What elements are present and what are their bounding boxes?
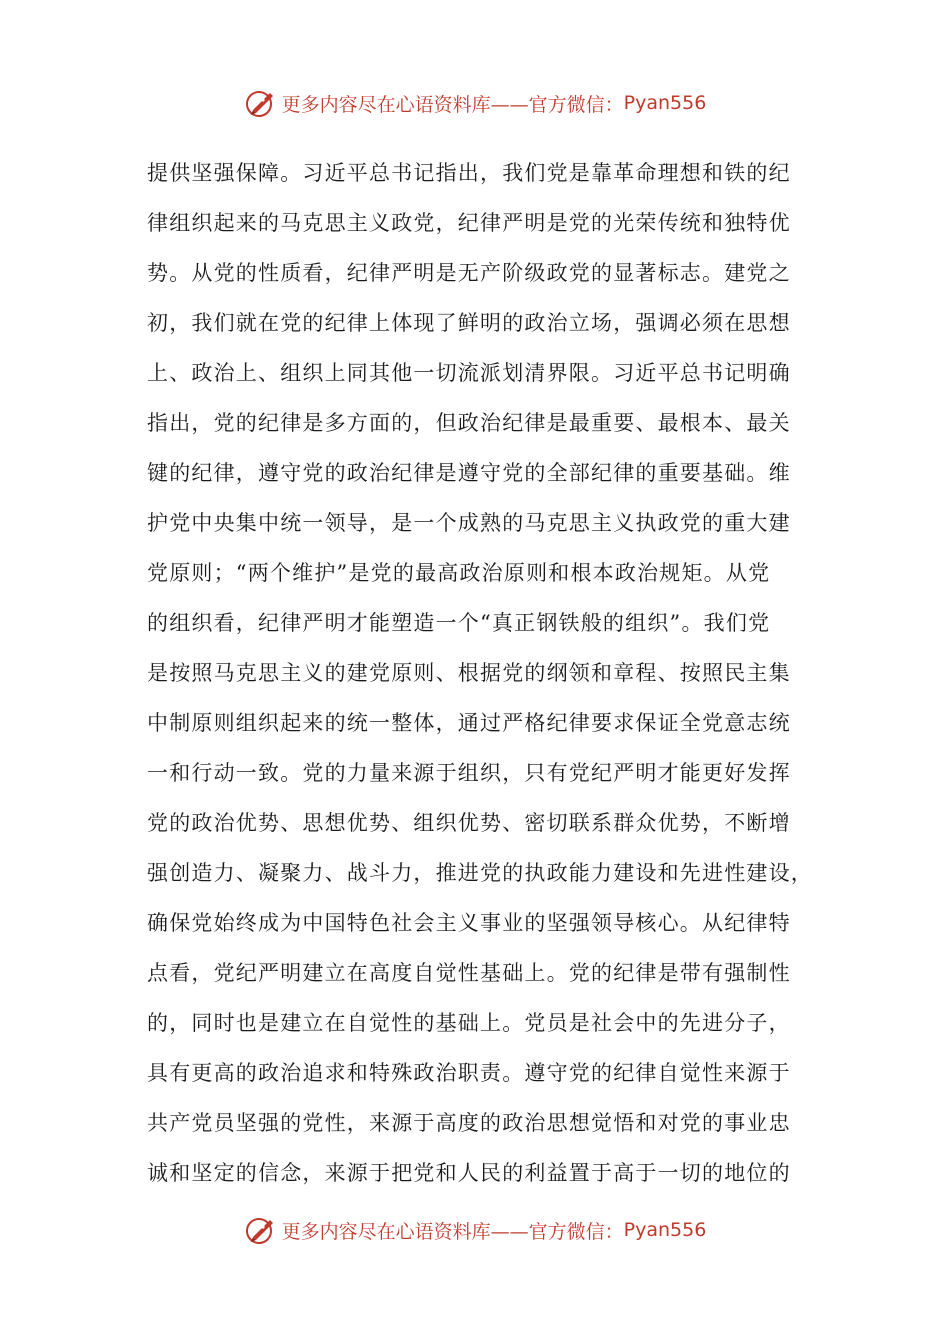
text-line: 护党中央集中统一领导，是一个成熟的马克思主义执政党的重大建 [147, 511, 791, 535]
text-line: 点看，党纪严明建立在高度自觉性基础上。党的纪律是带有强制性 [147, 961, 791, 985]
text-line: 具有更高的政治追求和特殊政治职责。遵守党的纪律自觉性来源于 [147, 1061, 791, 1085]
text-line: 键的纪律，遵守党的政治纪律是遵守党的全部纪律的重要基础。维 [147, 461, 791, 485]
text-line: 上、政治上、组织上同其他一切流派划清界限。习近平总书记明确 [147, 361, 791, 385]
text-line: 强创造力、凝聚力、战斗力，推进党的执政能力建设和先进性建设， [147, 861, 813, 885]
text-line: 的，同时也是建立在自觉性的基础上。党员是社会中的先进分子， [147, 1011, 791, 1035]
text-line: 初，我们就在党的纪律上体现了鲜明的政治立场，强调必须在思想 [147, 311, 791, 335]
footer-watermark-handle: Pyan556 [623, 1219, 707, 1241]
footer-watermark [0, 1210, 950, 1250]
pen-logo-icon [244, 86, 278, 120]
text-line: 党原则；“两个维护”是党的最高政治原则和根本政治规矩。从党 [147, 561, 771, 585]
text-line: 是按照马克思主义的建党原则、根据党的纲领和章程、按照民主集 [147, 661, 791, 685]
header-watermark-handle: Pyan556 [623, 92, 707, 114]
text-line: 诚和坚定的信念，来源于把党和人民的利益置于高于一切的地位的 [147, 1161, 791, 1185]
text-line: 中制原则组织起来的统一整体，通过严格纪律要求保证全党意志统 [147, 711, 791, 735]
body-text [147, 148, 827, 1198]
text-line: 确保党始终成为中国特色社会主义事业的坚强领导核心。从纪律特 [147, 911, 791, 935]
text-line: 一和行动一致。党的力量来源于组织，只有党纪严明才能更好发挥 [147, 761, 791, 785]
text-line: 指出，党的纪律是多方面的，但政治纪律是最重要、最根本、最关 [147, 411, 791, 435]
text-line: 的组织看，纪律严明才能塑造一个“真正钢铁般的组织”。我们党 [147, 611, 771, 635]
text-line: 提供坚强保障。习近平总书记指出，我们党是靠革命理想和铁的纪 [147, 161, 791, 185]
pen-logo-icon [244, 1213, 278, 1247]
text-line: 势。从党的性质看，纪律严明是无产阶级政党的显著标志。建党之 [147, 261, 791, 285]
text-line: 共产党员坚强的党性，来源于高度的政治思想觉悟和对党的事业忠 [147, 1111, 791, 1135]
footer-watermark-text: 更多内容尽在心语资料库——官方微信： [281, 1220, 624, 1243]
text-line: 党的政治优势、思想优势、组织优势、密切联系群众优势，不断增 [147, 811, 791, 835]
header-watermark [0, 83, 950, 123]
header-watermark-text: 更多内容尽在心语资料库——官方微信： [281, 93, 624, 116]
text-line: 律组织起来的马克思主义政党，纪律严明是党的光荣传统和独特优 [147, 211, 791, 235]
